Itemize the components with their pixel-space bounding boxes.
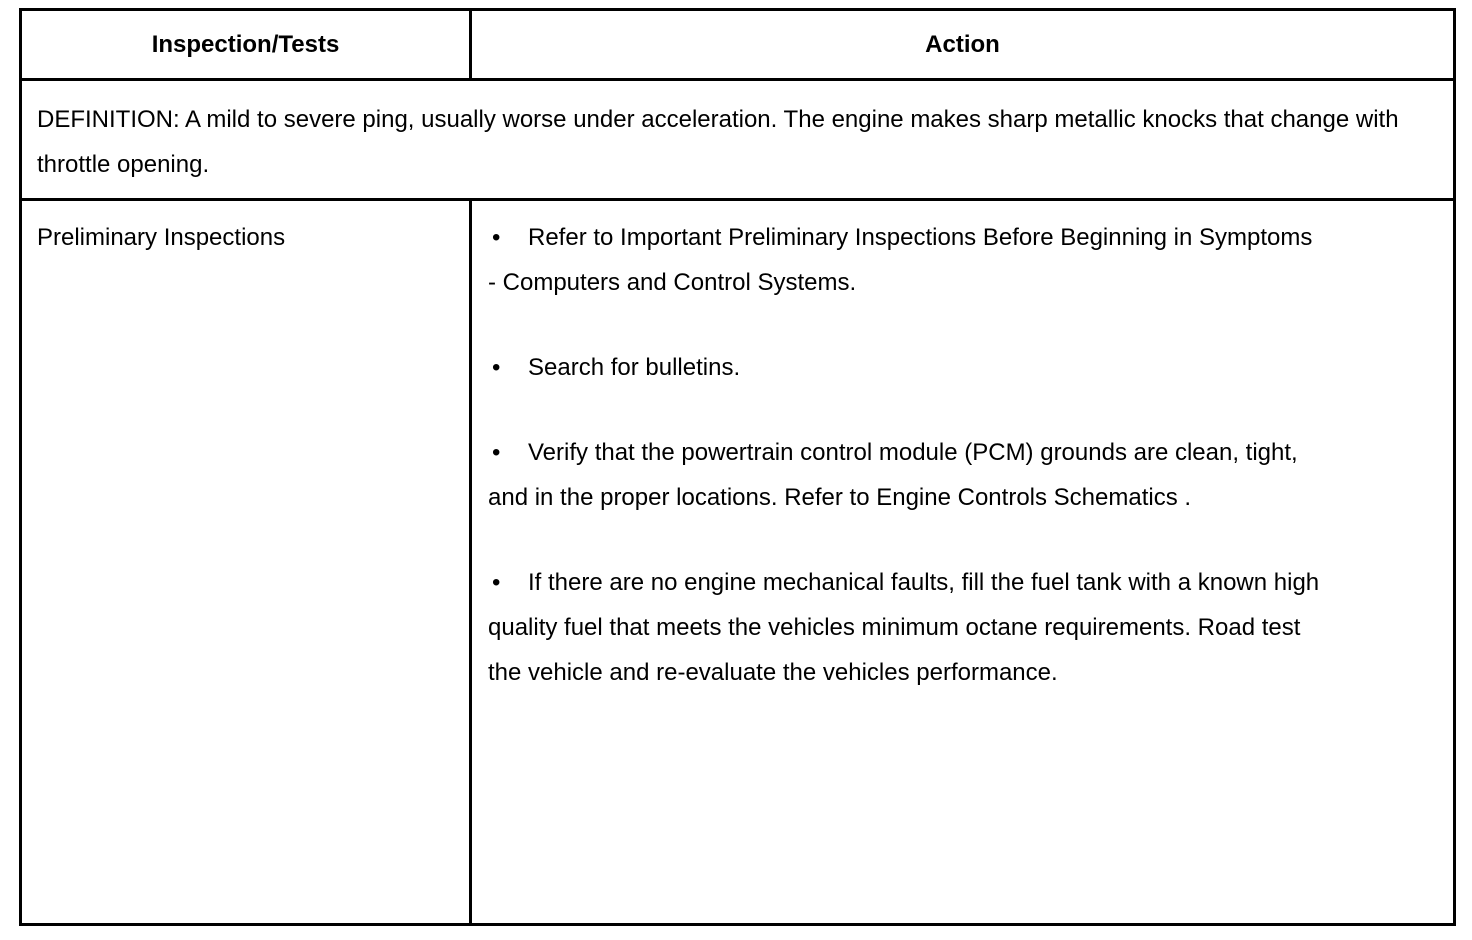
definition-cell: DEFINITION: A mild to severe ping, usually worse under acceleration. The engine makes sharp metallic knocks that change with throttle opening.	[22, 81, 1453, 201]
action-cell	[472, 201, 1453, 923]
diagnostic-table	[19, 8, 1456, 926]
action-text: Refer to Important Preliminary Inspections Before Beginning in Symptoms - Computers and Control Systems.	[488, 224, 1313, 296]
action-item	[488, 345, 1323, 390]
action-item	[488, 560, 1323, 695]
table-header-row	[22, 11, 1453, 81]
bullet-icon: •	[492, 224, 501, 251]
bullet-icon: •	[492, 439, 501, 466]
action-item	[488, 215, 1323, 305]
action-item	[488, 430, 1323, 520]
table-row	[22, 201, 1453, 923]
header-inspection-tests: Inspection/Tests	[22, 11, 472, 78]
header-action: Action	[925, 30, 1000, 58]
bullet-icon: •	[492, 569, 501, 596]
action-text: If there are no engine mechanical faults, fill the fuel tank with a known high quality fuel that meets the vehicles minimum octane requirements. Road test the vehicle and re-evaluate the vehicles performance.	[488, 569, 1320, 686]
action-text: Verify that the powertrain control module (PCM) grounds are clean, tight, and in the proper locations. Refer to Engine Controls Schematics .	[488, 439, 1298, 511]
bullet-icon: •	[492, 354, 501, 381]
inspection-cell: Preliminary Inspections	[22, 201, 472, 923]
action-text: Search for bulletins.	[528, 354, 741, 381]
